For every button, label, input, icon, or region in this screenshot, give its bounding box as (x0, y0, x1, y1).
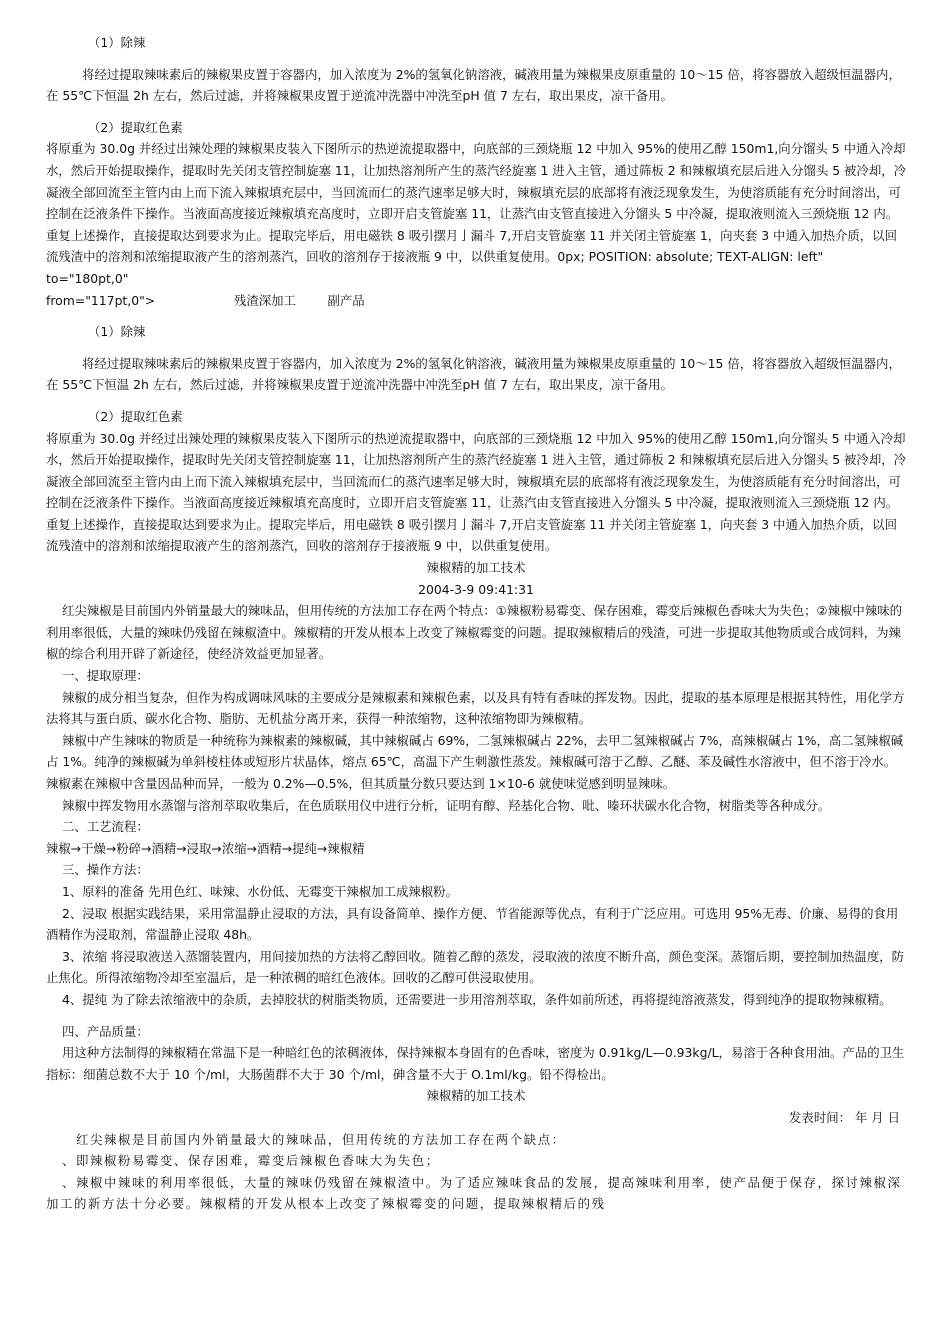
section2-paragraph-remove-pungency: 将经过提取辣味素后的辣椒果皮置于容器内，加入浓度为 2%的氢氧化钠溶液，碱液用量为辣椒果皮原重量的 10～15 倍，将容器放入超级恒温器内，在 55℃下恒温 2h 左右，然后过滤，并将辣椒果皮置于逆流冲洗器中冲洗至pH 值 7 左右，取出果皮，凉干备用。 (46, 355, 901, 393)
article1-date: 2004-3-9 09:41:31 (418, 581, 534, 597)
article1-principle-paragraph-2: 辣椒中产生辣味的物质是一种统称为辣椒素的辣椒碱，其中辣椒碱占 69%，二氢辣椒碱占 22%，去甲二氢辣椒碱占 7%，高辣椒碱占 1%，高二氢辣椒碱占 1%。纯净的辣椒碱为单斜棱柱体或短形片状晶体，熔点 65℃，高温下产生刺激性蒸发。辣椒碱可溶于乙醇、乙醚、苯及碱性水溶液中，但不溶于冷水。辣椒素在辣椒中含量因品种而异，一般为 0.2%—0.5%，但其质量分数只要达到 1×10-6 就使味觉感到明显辣味。 (46, 732, 904, 791)
article2-title: 辣椒精的加工技术 (426, 1088, 526, 1104)
article1-principle-paragraph-1: 辣椒的成分相当复杂，但作为构成调味风味的主要成分是辣椒素和辣椒色素，以及具有特有香味的挥发物。因此，提取的基本原理是根据其特性，用化学方法将其与蛋白质、碳水化合物、脂肪、无机盐分离开来，获得一种浓缩物，这种浓缩物即为辣椒精。 (46, 689, 905, 727)
section1-paragraph-remove-pungency: 将经过提取辣味素后的辣椒果皮置于容器内，加入浓度为 2%的氢氧化钠溶液，碱液用量为辣椒果皮原重量的 10～15 倍，将容器放入超级恒温器内，在 55℃下恒温 2h 左右，然后过滤，并将辣椒果皮置于逆流冲洗器中冲洗至pH 值 7 左右，取出果皮，凉干备用。 (46, 66, 901, 104)
article1-section-principle-title: 一、提取原理： (62, 668, 149, 684)
article2-intro: 红尖辣椒是目前国内外销量最大的辣味品，但用传统的方法加工存在两个缺点： (76, 1131, 566, 1147)
article1-process-flow: 辣椒→干燥→粉碎→酒精→浸取→浓缩→酒精→提纯→辣椒精 (46, 840, 365, 856)
article1-quality-paragraph: 用这种方法制得的辣椒精在常温下是一种暗红色的浓稠液体，保持辣椒本身固有的色香味，密度为 0.91kg/L—0.93kg/L，易溶于各种食用油。产品的卫生指标：细菌总数不大于 10 个/ml，大肠菌群不大于 30 个/ml，砷含量不大于 O.1ml/kg。铅不得检出。 (46, 1045, 905, 1082)
markup-fragment-from: from="117pt,0"> (46, 292, 156, 308)
section1-heading-extract-pigment: （2）提取红色素 (88, 119, 183, 135)
article2-publish-time: 发表时间： 年 月 日 (789, 1109, 900, 1125)
label-residue-processing: 残渣深加工 (233, 292, 296, 308)
section2-heading-extract-pigment: （2）提取红色素 (88, 408, 183, 424)
article1-intro: 红尖辣椒是目前国内外销量最大的辣味品，但用传统的方法加工存在两个特点：①辣椒粉易霉变、保存困难，霉变后辣椒色香味大为失色；②辣椒中辣味的利用率很低，大量的辣味仍残留在辣椒渣中。辣椒精的开发从根本上改变了辣椒霉变的问题。提取辣椒精后的残渣，可进一步提取其他物质或合成饲料，为辣椒的综合利用开辟了新途径，使经济效益更加显著。 (46, 603, 902, 662)
article1-method-item-4: 4、提纯 为了除去浓缩液中的杂质，去掉胶状的树脂类物质，还需要进一步用溶剂萃取，条件如前所述，再将提纯溶液蒸发，得到纯净的提取物辣椒精。 (62, 991, 892, 1007)
article1-title: 辣椒精的加工技术 (426, 560, 526, 576)
label-by-product: 副产品 (327, 292, 365, 308)
article2-point-1: 、即辣椒粉易霉变、保存困难，霉变后辣椒色香味大为失色； (62, 1153, 440, 1169)
article1-principle-paragraph-3: 辣椒中挥发物用水蒸馏与溶剂萃取收集后，在色质联用仪中进行分析，证明有醇、羟基化合物、吡、嗪环状碳水化合物，树脂类等各种成分。 (62, 797, 831, 813)
article1-section-process-title: 二、工艺流程： (62, 819, 149, 835)
section2-paragraph-extract-pigment: 将原重为 30.0g 并经过出辣处理的辣椒果皮装入下图所示的热逆流提取器中，向底部的三颈烧瓶 12 中加入 95%的使用乙醇 150m1,向分馏头 5 中通入冷却水，然后开始提取操作，提取时先关闭支管控制旋塞 11，让加热溶剂所产生的蒸汽经旋塞 1 进入主管，通过筛板 2 和辣椒填充层后进入分馏头 5 被冷却，冷凝液全部回流至主管内由上而下流入辣椒填充层中，当回流而仁的蒸汽速率足够大时，辣椒填充层的底部将有液泛现象发生，为使溶质能有充分时间溶出，可控制在泛液条件下操作。当液面高度接近辣椒填充高度时，立即开启支管旋塞 11，让蒸汽由支管直接进入分馏头 5 中冷凝，提取液则流入三颈烧瓶 12 内。重复上述操作，直接提取达到要求为止。提取完毕后，用电磁铁 8 吸引摆月亅漏斗 7,开启支管旋塞 11 并关闭主管旋塞 1，向夹套 3 中通入加热介质，以回流残渣中的溶剂和浓缩提取液产生的溶剂蒸汽，回收的溶剂存于接液瓶 9 中，以供重复使用。 (46, 430, 906, 554)
section1-heading-remove-pungency: （1）除辣 (88, 35, 146, 50)
article1-method-item-2: 2、浸取 根据实践结果，采用常温静止浸取的方法，具有设备简单、操作方便、节省能源等优点，有利于广泛应用。可选用 95%无毒、价廉、易得的食用酒精作为浸取剂，常温静止浸取 48h。 (46, 905, 899, 943)
section1-markup-fragment-row (46, 290, 906, 312)
article1-method-item-3: 3、浓缩 将浸取液送入蒸馏装置内，用间接加热的方法将乙醇回收。随着乙醇的蒸发，浸取液的浓度不断升高，颜色变深。蒸馏后期，要控制加热温度，防止焦化。所得浓缩物冷却至室温后，是一种浓稠的暗红色液体。回收的乙醇可供浸取使用。 (46, 948, 904, 986)
section1-paragraph-extract-pigment: 将原重为 30.0g 并经过出辣处理的辣椒果皮装入下图所示的热逆流提取器中，向底部的三颈烧瓶 12 中加入 95%的使用乙醇 150m1,向分馏头 5 中通入冷却水，然后开始提取操作，提取时先关闭支管控制旋塞 11，让加热溶剂所产生的蒸汽经旋塞 1 进入主管，通过筛板 2 和辣椒填充层后进入分馏头 5 被冷却，冷凝液全部回流至主管内由上而下流入辣椒填充层中，当回流而仁的蒸汽速率足够大时，辣椒填充层的底部将有液泛现象发生，为使溶质能有充分时间溶出，可控制在泛液条件下操作。当液面高度接近辣椒填充高度时，立即开启支管旋塞 11，让蒸汽由支管直接进入分馏头 5 中冷凝，提取液则流入三颈烧瓶 12 内。重复上述操作，直接提取达到要求为止。提取完毕后，用电磁铁 8 吸引摆月亅漏斗 7,开启支管旋塞 11 并关闭主管旋塞 1，向夹套 3 中通入加热介质，以回流残渣中的溶剂和浓缩提取液产生的溶剂蒸汽，回收的溶剂存于接液瓶 9 中，以供重复使用。0px; POSITION: absolute; TEXT-ALIGN: left" to="180pt,0" (46, 141, 906, 286)
section2-heading-remove-pungency: （1）除辣 (88, 324, 146, 340)
article1-section-method-title: 三、操作方法： (62, 862, 149, 878)
article1-section-quality-title: 四、产品质量： (62, 1023, 149, 1039)
article2-point-2: 、辣椒中辣味的利用率很低，大量的辣味仍残留在辣椒渣中。为了适应辣味食品的发展，提高辣味利用率，使产品便于保存，探讨辣椒深加工的新方法十分必要。辣椒精的开发从根本上改变了辣椒霉变的问题，提取辣椒精后的残 (46, 1174, 902, 1212)
article1-method-item-1: 1、原料的准备 先用色红、味辣、水份低、无霉变干辣椒加工成辣椒粉。 (62, 883, 458, 899)
